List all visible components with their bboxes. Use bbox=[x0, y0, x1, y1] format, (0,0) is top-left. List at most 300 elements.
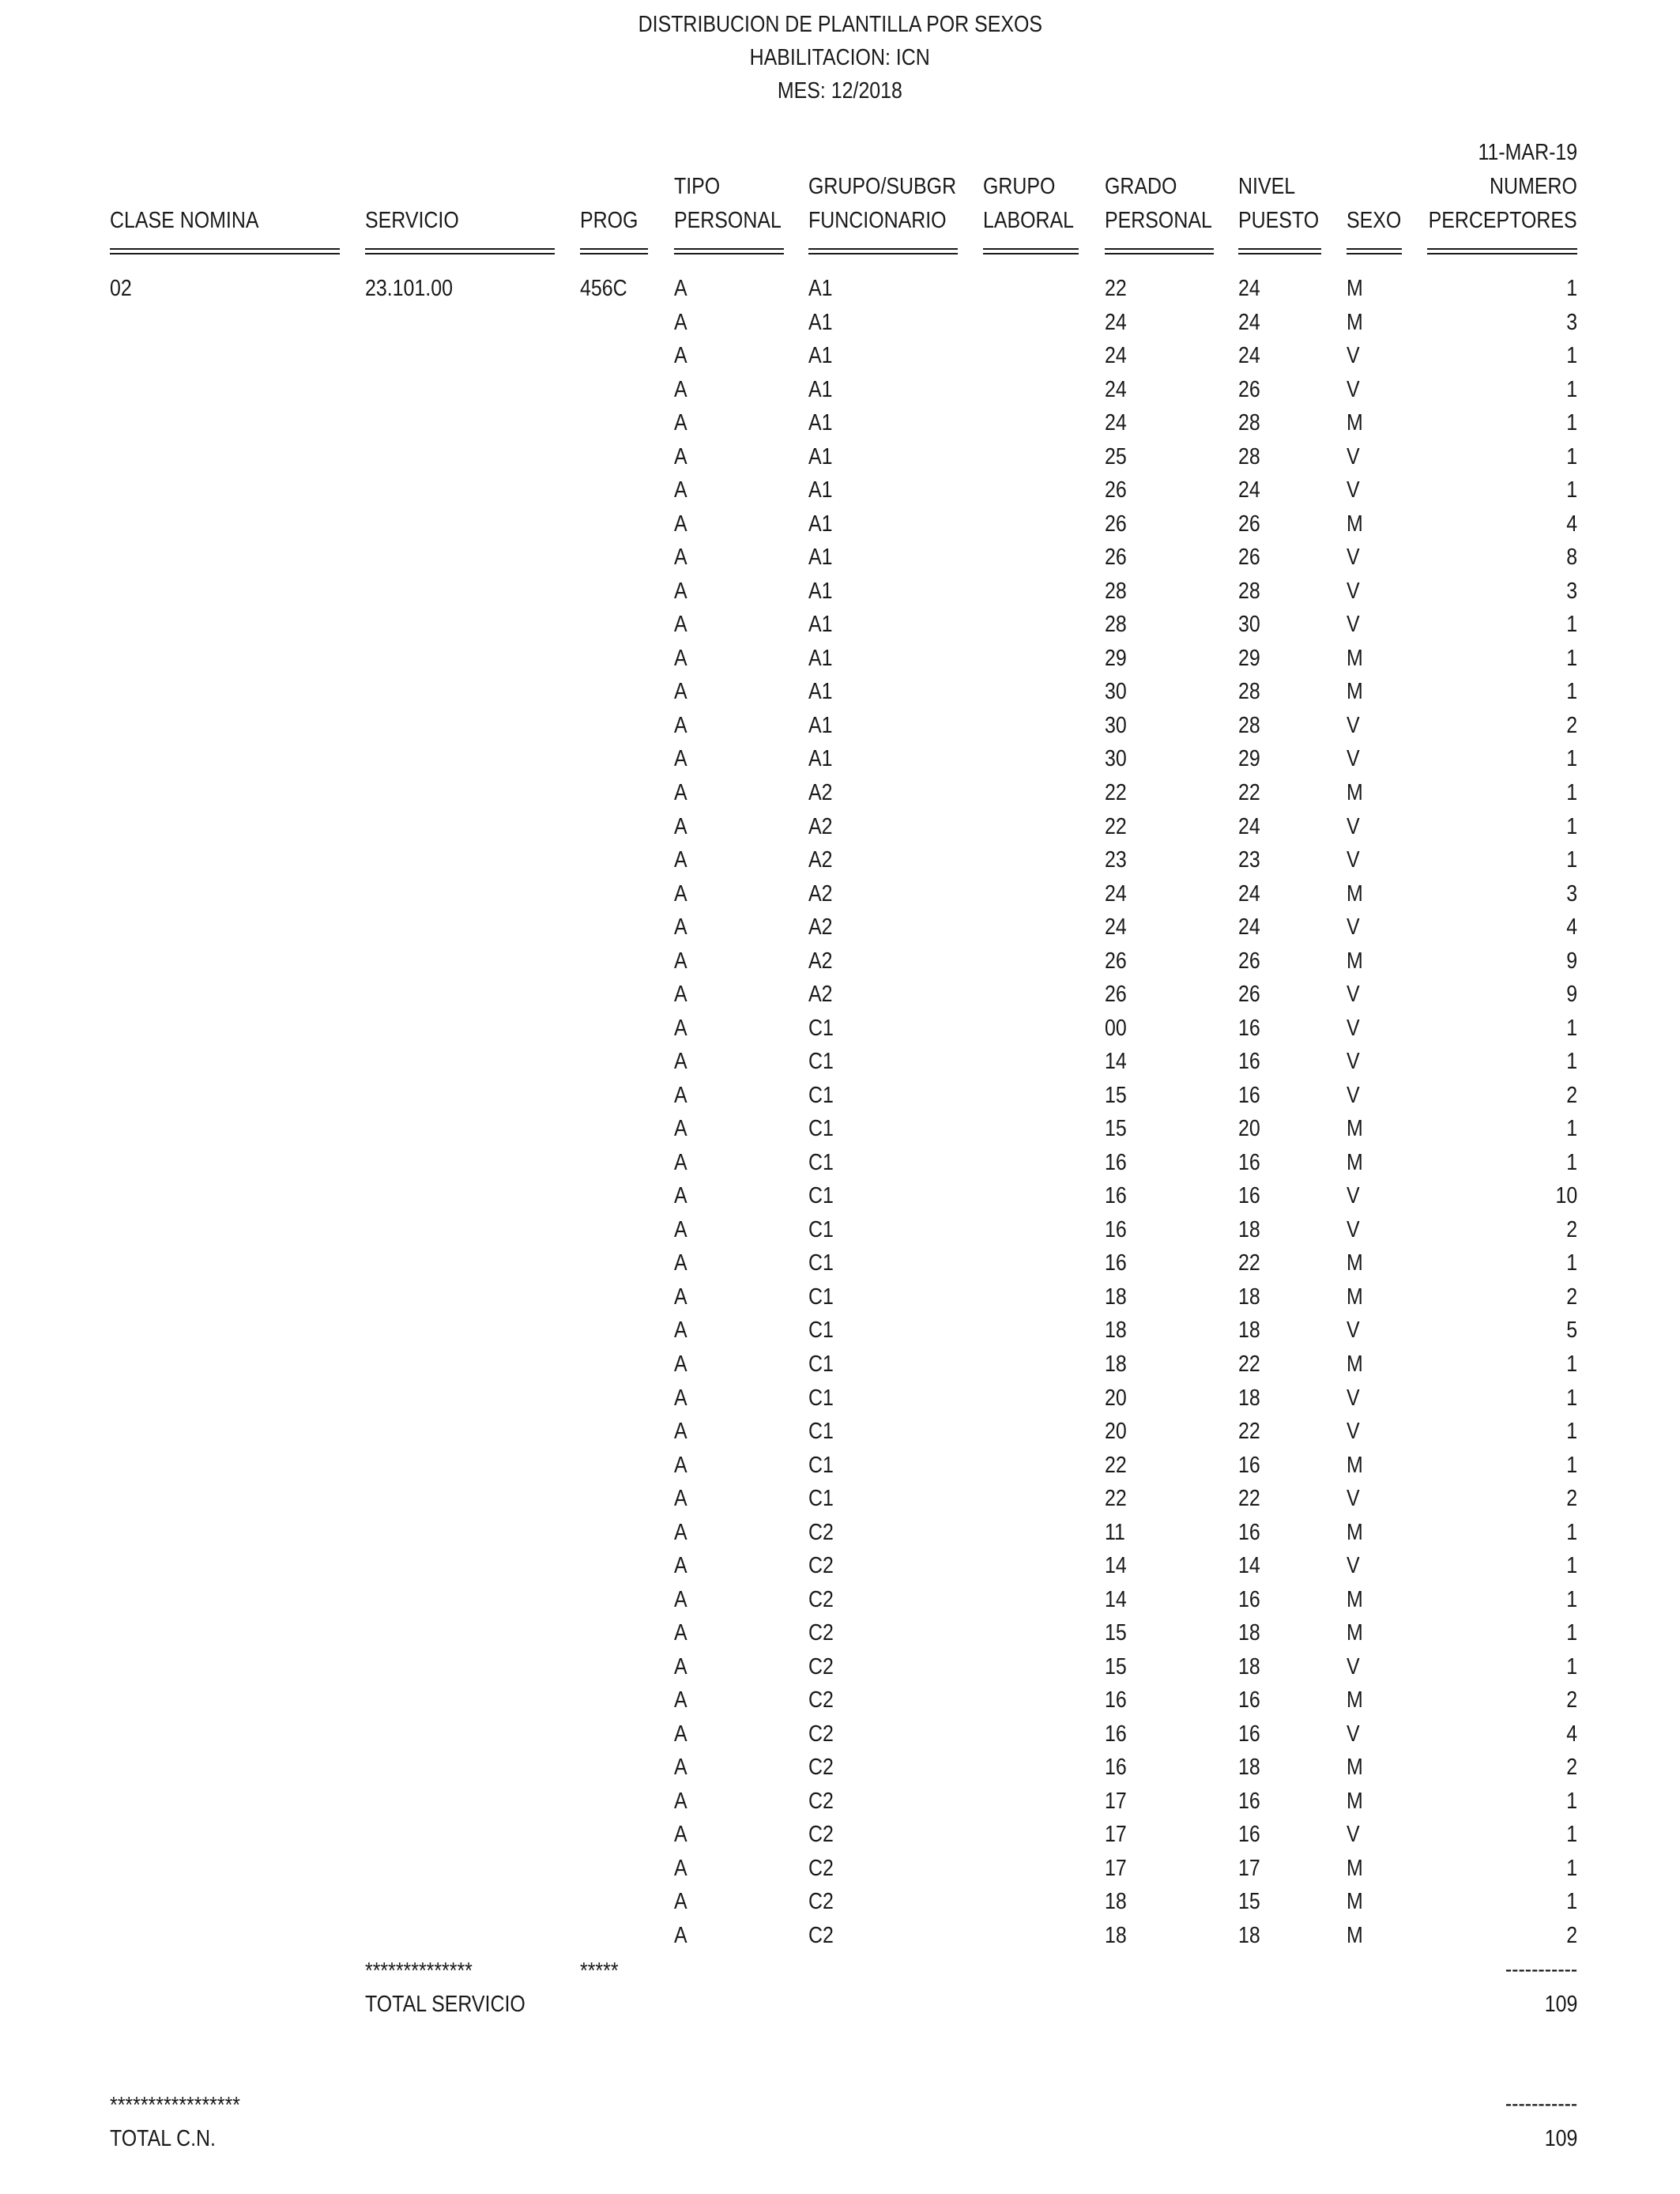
cell-grado-personal: 30 bbox=[1105, 746, 1127, 772]
cell-grupo-funcionario: C2 bbox=[808, 1721, 834, 1747]
cell-grado-personal: 15 bbox=[1105, 1082, 1127, 1108]
cell-tipo-personal: A bbox=[674, 712, 687, 738]
cell-numero-perceptores: 1 bbox=[1566, 276, 1577, 301]
cell-sexo: V bbox=[1347, 813, 1360, 839]
cell-nivel-puesto: 24 bbox=[1238, 309, 1260, 335]
cell-grado-personal: 16 bbox=[1105, 1216, 1127, 1242]
table-row bbox=[0, 1284, 1680, 1317]
cell-grado-personal: 11 bbox=[1105, 1519, 1125, 1545]
cell-nivel-puesto: 28 bbox=[1238, 443, 1260, 469]
cell-sexo: M bbox=[1347, 1586, 1363, 1612]
cell-grado-personal: 26 bbox=[1105, 477, 1127, 503]
header-underline-grado bbox=[1105, 248, 1214, 254]
cn-total-dashes: ----------- bbox=[1505, 2091, 1577, 2117]
table-row bbox=[0, 1149, 1680, 1182]
cell-sexo: V bbox=[1347, 847, 1360, 873]
cell-numero-perceptores: 10 bbox=[1555, 1183, 1577, 1209]
cell-tipo-personal: A bbox=[674, 645, 687, 671]
table-row bbox=[0, 1888, 1680, 1921]
cell-grado-personal: 30 bbox=[1105, 679, 1127, 705]
cell-tipo-personal: A bbox=[674, 1015, 687, 1041]
cell-tipo-personal: A bbox=[674, 1653, 687, 1679]
cell-grupo-funcionario: A1 bbox=[808, 376, 833, 402]
cell-tipo-personal: A bbox=[674, 679, 687, 705]
cell-grado-personal: 18 bbox=[1105, 1318, 1127, 1344]
cell-sexo: V bbox=[1347, 1721, 1360, 1747]
cell-numero-perceptores: 1 bbox=[1566, 410, 1577, 436]
cell-numero-perceptores: 1 bbox=[1566, 847, 1577, 873]
cell-grado-personal: 14 bbox=[1105, 1049, 1127, 1075]
cell-grado-personal: 28 bbox=[1105, 612, 1127, 638]
cell-grupo-funcionario: A2 bbox=[808, 982, 833, 1008]
cell-nivel-puesto: 26 bbox=[1238, 948, 1260, 974]
cell-grupo-funcionario: C1 bbox=[808, 1486, 834, 1512]
table-row bbox=[0, 1418, 1680, 1451]
header-tipo-line2: PERSONAL bbox=[674, 208, 782, 233]
cell-tipo-personal: A bbox=[674, 1183, 687, 1209]
cell-grado-personal: 16 bbox=[1105, 1687, 1127, 1713]
cell-nivel-puesto: 29 bbox=[1238, 746, 1260, 772]
cell-tipo-personal: A bbox=[674, 1788, 687, 1814]
cell-sexo: M bbox=[1347, 1284, 1363, 1310]
cell-tipo-personal: A bbox=[674, 1452, 687, 1478]
cell-tipo-personal: A bbox=[674, 1318, 687, 1344]
cell-nivel-puesto: 18 bbox=[1238, 1284, 1260, 1310]
cell-tipo-personal: A bbox=[674, 780, 687, 805]
cell-numero-perceptores: 3 bbox=[1566, 578, 1577, 604]
cell-tipo-personal: A bbox=[674, 1923, 687, 1948]
header-servicio: SERVICIO bbox=[365, 208, 459, 233]
cell-grado-personal: 22 bbox=[1105, 276, 1127, 301]
cell-grupo-funcionario: C1 bbox=[808, 1015, 834, 1041]
cell-nivel-puesto: 16 bbox=[1238, 1149, 1260, 1175]
cell-grado-personal: 16 bbox=[1105, 1183, 1127, 1209]
cell-nivel-puesto: 22 bbox=[1238, 1486, 1260, 1512]
cell-grado-personal: 17 bbox=[1105, 1855, 1127, 1881]
cell-sexo: V bbox=[1347, 343, 1360, 369]
cell-nivel-puesto: 17 bbox=[1238, 1855, 1260, 1881]
cell-grupo-funcionario: C1 bbox=[808, 1082, 834, 1108]
table-row bbox=[0, 1317, 1680, 1350]
cell-tipo-personal: A bbox=[674, 1250, 687, 1276]
header-numero-line2: PERCEPTORES bbox=[1428, 208, 1577, 233]
cell-tipo-personal: A bbox=[674, 1351, 687, 1377]
cell-numero-perceptores: 9 bbox=[1566, 982, 1577, 1008]
table-row bbox=[0, 1721, 1680, 1754]
table-row bbox=[0, 477, 1680, 510]
cell-sexo: V bbox=[1347, 545, 1360, 571]
table-row bbox=[0, 1048, 1680, 1081]
cell-nivel-puesto: 26 bbox=[1238, 376, 1260, 402]
cell-nivel-puesto: 28 bbox=[1238, 712, 1260, 738]
cell-tipo-personal: A bbox=[674, 914, 687, 941]
cell-sexo: M bbox=[1347, 780, 1363, 805]
cell-nivel-puesto: 24 bbox=[1238, 276, 1260, 301]
report-habilitacion: HABILITACION: ICN bbox=[749, 45, 931, 70]
cell-tipo-personal: A bbox=[674, 1519, 687, 1545]
table-row bbox=[0, 1586, 1680, 1619]
cell-tipo-personal: A bbox=[674, 1755, 687, 1781]
cell-grado-personal: 24 bbox=[1105, 914, 1127, 941]
cell-nivel-puesto: 16 bbox=[1238, 1049, 1260, 1075]
cell-sexo: M bbox=[1347, 1452, 1363, 1478]
cn-total-value: 109 bbox=[1544, 2126, 1577, 2151]
cell-nivel-puesto: 18 bbox=[1238, 1216, 1260, 1242]
table-row bbox=[0, 948, 1680, 981]
cell-nivel-puesto: 18 bbox=[1238, 1755, 1260, 1781]
cell-nivel-puesto: 24 bbox=[1238, 343, 1260, 369]
table-row bbox=[0, 1015, 1680, 1048]
cell-tipo-personal: A bbox=[674, 1855, 687, 1881]
table-row bbox=[0, 1922, 1680, 1955]
cell-numero-perceptores: 1 bbox=[1566, 443, 1577, 469]
table-row bbox=[0, 1351, 1680, 1384]
header-underline-numero bbox=[1427, 248, 1577, 254]
cell-nivel-puesto: 16 bbox=[1238, 1452, 1260, 1478]
cell-sexo: V bbox=[1347, 1015, 1360, 1041]
cell-grupo-funcionario: C1 bbox=[808, 1183, 834, 1209]
table-row bbox=[0, 914, 1680, 947]
cell-grado-personal: 24 bbox=[1105, 376, 1127, 402]
table-row bbox=[0, 611, 1680, 644]
table-row bbox=[0, 1485, 1680, 1518]
cell-sexo: V bbox=[1347, 1082, 1360, 1108]
cell-sexo: M bbox=[1347, 1788, 1363, 1814]
cell-grupo-funcionario: A1 bbox=[808, 746, 833, 772]
table-row bbox=[0, 342, 1680, 375]
cell-sexo: M bbox=[1347, 1116, 1363, 1142]
cell-grado-personal: 17 bbox=[1105, 1788, 1127, 1814]
cell-numero-perceptores: 1 bbox=[1566, 1452, 1577, 1478]
table-row bbox=[0, 1385, 1680, 1418]
cell-sexo: V bbox=[1347, 1216, 1360, 1242]
table-row bbox=[0, 779, 1680, 812]
cell-sexo: M bbox=[1347, 1923, 1363, 1948]
cell-grado-personal: 29 bbox=[1105, 645, 1127, 671]
cell-grupo-funcionario: C2 bbox=[808, 1620, 834, 1646]
table-row bbox=[0, 1250, 1680, 1283]
cell-nivel-puesto: 22 bbox=[1238, 1351, 1260, 1377]
cell-grupo-funcionario: A2 bbox=[808, 880, 833, 907]
table-row bbox=[0, 1182, 1680, 1216]
header-underline-grupo-laboral bbox=[983, 248, 1079, 254]
cell-grado-personal: 24 bbox=[1105, 880, 1127, 907]
table-row bbox=[0, 1619, 1680, 1653]
cell-numero-perceptores: 1 bbox=[1566, 612, 1577, 638]
cell-tipo-personal: A bbox=[674, 1149, 687, 1175]
cell-grado-personal: 26 bbox=[1105, 948, 1127, 974]
cell-numero-perceptores: 1 bbox=[1566, 1351, 1577, 1377]
table-row bbox=[0, 309, 1680, 342]
cell-nivel-puesto: 18 bbox=[1238, 1318, 1260, 1344]
header-grupo-subgr-line2: FUNCIONARIO bbox=[808, 208, 947, 233]
cell-numero-perceptores: 1 bbox=[1566, 1653, 1577, 1679]
cell-nivel-puesto: 28 bbox=[1238, 410, 1260, 436]
table-row bbox=[0, 1552, 1680, 1585]
cell-nivel-puesto: 24 bbox=[1238, 880, 1260, 907]
cell-grupo-funcionario: A1 bbox=[808, 712, 833, 738]
cell-tipo-personal: A bbox=[674, 1116, 687, 1142]
header-nivel-line1: NIVEL bbox=[1238, 174, 1296, 199]
cell-sexo: V bbox=[1347, 746, 1360, 772]
table-row bbox=[0, 578, 1680, 611]
table-row bbox=[0, 745, 1680, 778]
cell-grado-personal: 22 bbox=[1105, 780, 1127, 805]
cell-sexo: V bbox=[1347, 982, 1360, 1008]
cell-tipo-personal: A bbox=[674, 1687, 687, 1713]
cell-tipo-personal: A bbox=[674, 948, 687, 974]
cell-grupo-funcionario: A1 bbox=[808, 410, 833, 436]
cell-sexo: M bbox=[1347, 1250, 1363, 1276]
cell-tipo-personal: A bbox=[674, 1620, 687, 1646]
cell-grupo-funcionario: C2 bbox=[808, 1822, 834, 1848]
header-sexo: SEXO bbox=[1347, 208, 1402, 233]
cell-nivel-puesto: 22 bbox=[1238, 780, 1260, 805]
cell-tipo-personal: A bbox=[674, 612, 687, 638]
cell-grado-personal: 30 bbox=[1105, 712, 1127, 738]
header-clase-nomina: CLASE NOMINA bbox=[110, 208, 259, 233]
cell-numero-perceptores: 8 bbox=[1566, 545, 1577, 571]
cell-sexo: V bbox=[1347, 1183, 1360, 1209]
table-row bbox=[0, 1082, 1680, 1115]
cell-numero-perceptores: 1 bbox=[1566, 343, 1577, 369]
table-row bbox=[0, 880, 1680, 914]
cell-numero-perceptores: 1 bbox=[1566, 376, 1577, 402]
cell-sexo: V bbox=[1347, 1419, 1360, 1444]
cell-tipo-personal: A bbox=[674, 343, 687, 369]
cell-sexo: V bbox=[1347, 612, 1360, 638]
cell-sexo: V bbox=[1347, 578, 1360, 604]
cell-nivel-puesto: 24 bbox=[1238, 477, 1260, 503]
cell-numero-perceptores: 1 bbox=[1566, 1788, 1577, 1814]
cell-numero-perceptores: 1 bbox=[1566, 780, 1577, 805]
cell-grupo-funcionario: A1 bbox=[808, 343, 833, 369]
table-row bbox=[0, 1754, 1680, 1787]
cell-sexo: V bbox=[1347, 712, 1360, 738]
cell-grupo-funcionario: A1 bbox=[808, 309, 833, 335]
cell-tipo-personal: A bbox=[674, 443, 687, 469]
report-title: DISTRIBUCION DE PLANTILLA POR SEXOS bbox=[638, 12, 1042, 37]
cell-grupo-funcionario: A1 bbox=[808, 578, 833, 604]
cell-tipo-personal: A bbox=[674, 545, 687, 571]
cell-sexo: V bbox=[1347, 1553, 1360, 1579]
cell-nivel-puesto: 14 bbox=[1238, 1553, 1260, 1579]
cell-nivel-puesto: 20 bbox=[1238, 1116, 1260, 1142]
cell-tipo-personal: A bbox=[674, 1082, 687, 1108]
cell-grado-personal: 22 bbox=[1105, 813, 1127, 839]
cell-nivel-puesto: 24 bbox=[1238, 813, 1260, 839]
cell-nivel-puesto: 16 bbox=[1238, 1519, 1260, 1545]
cell-nivel-puesto: 16 bbox=[1238, 1822, 1260, 1848]
cell-grupo-funcionario: C1 bbox=[808, 1049, 834, 1075]
cell-nivel-puesto: 29 bbox=[1238, 645, 1260, 671]
cell-numero-perceptores: 4 bbox=[1566, 1721, 1577, 1747]
cell-nivel-puesto: 28 bbox=[1238, 679, 1260, 705]
cell-grado-personal: 16 bbox=[1105, 1755, 1127, 1781]
cell-grupo-funcionario: C1 bbox=[808, 1351, 834, 1377]
cell-sexo: M bbox=[1347, 511, 1363, 537]
header-grupo-laboral-line2: LABORAL bbox=[983, 208, 1075, 233]
cell-sexo: M bbox=[1347, 645, 1363, 671]
cell-grado-personal: 15 bbox=[1105, 1116, 1127, 1142]
cell-sexo: M bbox=[1347, 1755, 1363, 1781]
table-row bbox=[0, 376, 1680, 409]
header-nivel-line2: PUESTO bbox=[1238, 208, 1320, 233]
cell-tipo-personal: A bbox=[674, 1216, 687, 1242]
cell-grupo-funcionario: C2 bbox=[808, 1855, 834, 1881]
table-row bbox=[0, 1821, 1680, 1854]
cell-grado-personal: 18 bbox=[1105, 1889, 1127, 1915]
cell-sexo: V bbox=[1347, 1385, 1360, 1411]
cell-numero-perceptores: 1 bbox=[1566, 746, 1577, 772]
cell-tipo-personal: A bbox=[674, 813, 687, 839]
cell-nivel-puesto: 15 bbox=[1238, 1889, 1260, 1915]
header-grupo-laboral-line1: GRUPO bbox=[983, 174, 1056, 199]
cell-tipo-personal: A bbox=[674, 1822, 687, 1848]
cell-nivel-puesto: 18 bbox=[1238, 1653, 1260, 1679]
cell-sexo: M bbox=[1347, 410, 1363, 436]
cell-grado-personal: 26 bbox=[1105, 982, 1127, 1008]
cell-prog: 456C bbox=[580, 276, 627, 301]
report-date: 11-MAR-19 bbox=[1478, 140, 1577, 165]
cell-numero-perceptores: 2 bbox=[1566, 1486, 1577, 1512]
header-underline-clase-nomina bbox=[110, 248, 340, 254]
cell-grado-personal: 18 bbox=[1105, 1923, 1127, 1948]
cell-tipo-personal: A bbox=[674, 578, 687, 604]
cell-numero-perceptores: 2 bbox=[1566, 1082, 1577, 1108]
header-grado-line1: GRADO bbox=[1105, 174, 1177, 199]
cell-numero-perceptores: 2 bbox=[1566, 712, 1577, 738]
cell-grupo-funcionario: A1 bbox=[808, 612, 833, 638]
cell-nivel-puesto: 16 bbox=[1238, 1183, 1260, 1209]
cell-sexo: M bbox=[1347, 1889, 1363, 1915]
table-row bbox=[0, 645, 1680, 678]
cell-nivel-puesto: 30 bbox=[1238, 612, 1260, 638]
table-row bbox=[0, 443, 1680, 477]
cell-tipo-personal: A bbox=[674, 982, 687, 1008]
cell-numero-perceptores: 1 bbox=[1566, 1149, 1577, 1175]
cn-total-label: TOTAL C.N. bbox=[110, 2126, 216, 2151]
cell-grupo-funcionario: C2 bbox=[808, 1519, 834, 1545]
cell-tipo-personal: A bbox=[674, 880, 687, 907]
cell-grupo-funcionario: C2 bbox=[808, 1586, 834, 1612]
cell-numero-perceptores: 1 bbox=[1566, 1889, 1577, 1915]
cell-grado-personal: 15 bbox=[1105, 1620, 1127, 1646]
cell-nivel-puesto: 26 bbox=[1238, 511, 1260, 537]
cell-grupo-funcionario: A1 bbox=[808, 511, 833, 537]
cell-grupo-funcionario: C1 bbox=[808, 1284, 834, 1310]
table-row bbox=[0, 409, 1680, 443]
cell-grupo-funcionario: A1 bbox=[808, 477, 833, 503]
cell-nivel-puesto: 18 bbox=[1238, 1620, 1260, 1646]
cell-grupo-funcionario: C1 bbox=[808, 1452, 834, 1478]
header-grupo-subgr-line1: GRUPO/SUBGR bbox=[808, 174, 957, 199]
cell-grado-personal: 20 bbox=[1105, 1385, 1127, 1411]
cell-grupo-funcionario: C1 bbox=[808, 1419, 834, 1444]
cell-sexo: V bbox=[1347, 443, 1360, 469]
cell-tipo-personal: A bbox=[674, 511, 687, 537]
table-row bbox=[0, 1452, 1680, 1485]
cell-numero-perceptores: 4 bbox=[1566, 511, 1577, 537]
cell-sexo: M bbox=[1347, 1687, 1363, 1713]
header-underline-nivel bbox=[1238, 248, 1321, 254]
cell-grupo-funcionario: C2 bbox=[808, 1553, 834, 1579]
cell-nivel-puesto: 18 bbox=[1238, 1923, 1260, 1948]
cell-tipo-personal: A bbox=[674, 309, 687, 335]
cell-grupo-funcionario: A2 bbox=[808, 914, 833, 941]
prog-total-stars: ***** bbox=[580, 1958, 619, 1984]
cell-grado-personal: 18 bbox=[1105, 1351, 1127, 1377]
cell-sexo: M bbox=[1347, 880, 1363, 907]
cell-grado-personal: 16 bbox=[1105, 1250, 1127, 1276]
cell-grupo-funcionario: A1 bbox=[808, 443, 833, 469]
cell-numero-perceptores: 1 bbox=[1566, 679, 1577, 705]
cell-grupo-funcionario: A1 bbox=[808, 679, 833, 705]
cell-sexo: M bbox=[1347, 948, 1363, 974]
cell-numero-perceptores: 1 bbox=[1566, 1620, 1577, 1646]
table-row bbox=[0, 1519, 1680, 1552]
cell-tipo-personal: A bbox=[674, 1385, 687, 1411]
cell-tipo-personal: A bbox=[674, 477, 687, 503]
cell-numero-perceptores: 1 bbox=[1566, 1519, 1577, 1545]
cell-nivel-puesto: 26 bbox=[1238, 982, 1260, 1008]
cell-sexo: M bbox=[1347, 1855, 1363, 1881]
cell-grado-personal: 16 bbox=[1105, 1721, 1127, 1747]
cell-grado-personal: 22 bbox=[1105, 1486, 1127, 1512]
cell-nivel-puesto: 28 bbox=[1238, 578, 1260, 604]
cell-grado-personal: 15 bbox=[1105, 1653, 1127, 1679]
table-row bbox=[0, 1216, 1680, 1250]
cell-sexo: V bbox=[1347, 376, 1360, 402]
cell-sexo: V bbox=[1347, 1049, 1360, 1075]
cell-grupo-funcionario: C1 bbox=[808, 1250, 834, 1276]
cell-nivel-puesto: 26 bbox=[1238, 545, 1260, 571]
cell-numero-perceptores: 2 bbox=[1566, 1216, 1577, 1242]
table-row bbox=[0, 1788, 1680, 1821]
cell-numero-perceptores: 1 bbox=[1566, 813, 1577, 839]
header-grado-line2: PERSONAL bbox=[1105, 208, 1212, 233]
table-row bbox=[0, 712, 1680, 745]
cell-grado-personal: 14 bbox=[1105, 1586, 1127, 1612]
header-underline-tipo bbox=[674, 248, 784, 254]
cell-grupo-funcionario: A2 bbox=[808, 948, 833, 974]
cell-grado-personal: 16 bbox=[1105, 1149, 1127, 1175]
cell-nivel-puesto: 24 bbox=[1238, 914, 1260, 941]
table-row bbox=[0, 678, 1680, 711]
cell-numero-perceptores: 2 bbox=[1566, 1755, 1577, 1781]
cell-numero-perceptores: 1 bbox=[1566, 1385, 1577, 1411]
cell-grado-personal: 00 bbox=[1105, 1015, 1127, 1041]
cell-sexo: M bbox=[1347, 1149, 1363, 1175]
cell-grado-personal: 17 bbox=[1105, 1822, 1127, 1848]
cell-sexo: M bbox=[1347, 1519, 1363, 1545]
cell-grupo-funcionario: C2 bbox=[808, 1687, 834, 1713]
cell-tipo-personal: A bbox=[674, 1049, 687, 1075]
header-underline-servicio bbox=[365, 248, 555, 254]
cell-sexo: V bbox=[1347, 477, 1360, 503]
table-row bbox=[0, 1687, 1680, 1720]
report-month: MES: 12/2018 bbox=[777, 78, 903, 104]
cell-sexo: V bbox=[1347, 1486, 1360, 1512]
cell-nivel-puesto: 23 bbox=[1238, 847, 1260, 873]
cell-numero-perceptores: 1 bbox=[1566, 1116, 1577, 1142]
cell-clase-nomina: 02 bbox=[110, 276, 132, 301]
cell-grupo-funcionario: C2 bbox=[808, 1755, 834, 1781]
cell-grupo-funcionario: A2 bbox=[808, 780, 833, 805]
cell-tipo-personal: A bbox=[674, 746, 687, 772]
cell-nivel-puesto: 22 bbox=[1238, 1250, 1260, 1276]
table-row bbox=[0, 1115, 1680, 1148]
